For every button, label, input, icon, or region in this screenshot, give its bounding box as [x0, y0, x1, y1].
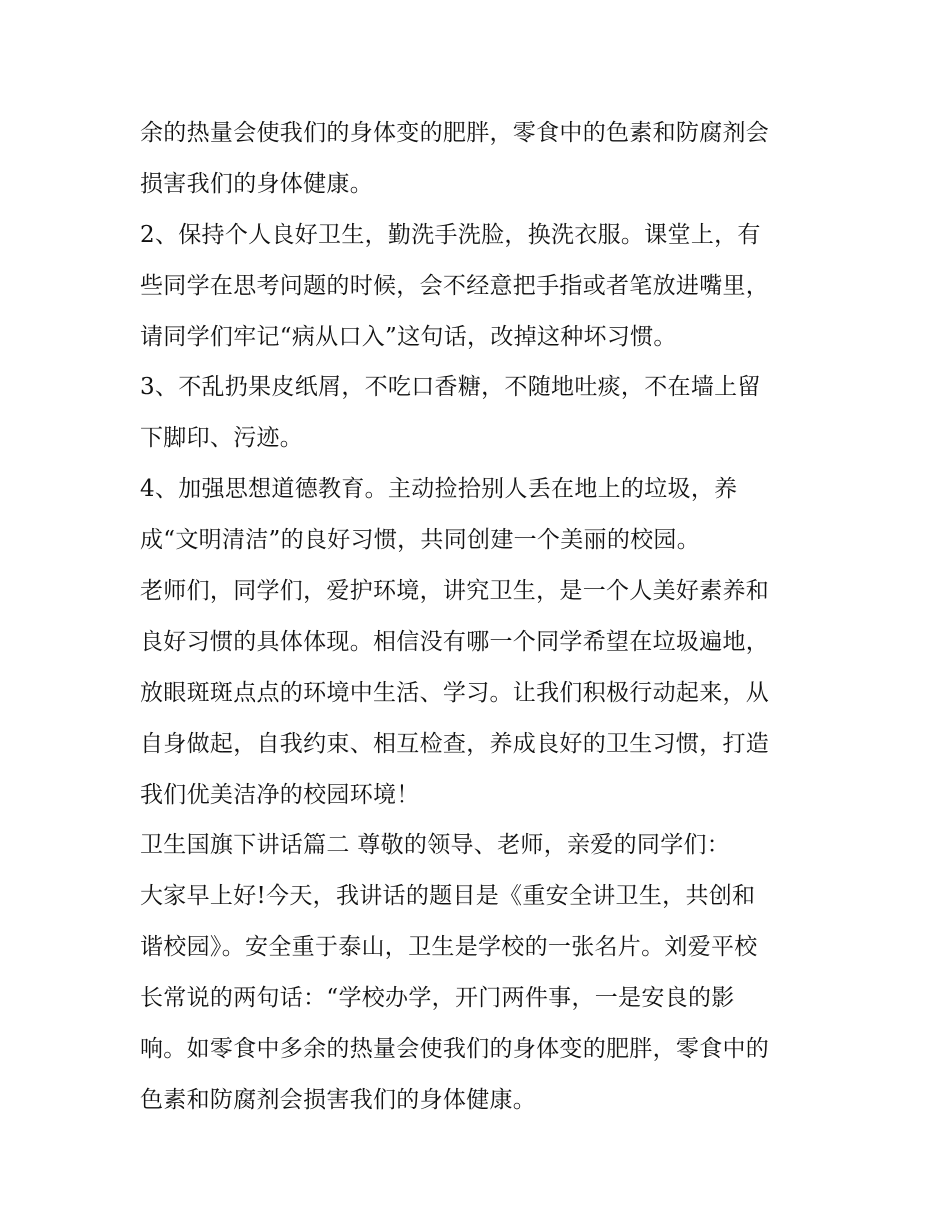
- text-line: 3、不乱扔果皮纸屑，不吃口香糖，不随地吐痰，不在墙上留: [140, 374, 761, 401]
- text-line: 些同学在思考问题的时候，会不经意把手指或者笔放进嘴里，: [140, 272, 770, 299]
- text-line: 放眼斑斑点点的环境中生活、学习。让我们积极行动起来，从: [140, 679, 770, 706]
- text-line: 谐校园》。安全重于泰山，卫生是学校的一张名片。刘爱平校: [140, 934, 758, 961]
- text-line: 损害我们的身体健康。: [140, 170, 373, 197]
- text-line: 我们优美洁净的校园环境！: [140, 781, 420, 808]
- text-line: 下脚印、污迹。: [140, 425, 304, 452]
- text-line: 请同学们牢记“病从口入”这句话，改掉这种坏习惯。: [140, 323, 677, 350]
- text-line: 2、保持个人良好卫生，勤洗手洗脸，换洗衣服。课堂上，有: [140, 221, 761, 248]
- text-line: 卫生国旗下讲话篇二 尊敬的领导、老师，亲爱的同学们：: [140, 832, 731, 859]
- text-line: 长常说的两句话：“学校办学，开门两件事，一是安良的影: [140, 985, 735, 1012]
- text-line: 4、加强思想道德教育。主动捡拾别人丢在地上的垃圾，养: [140, 476, 738, 503]
- text-line: 自身做起，自我约束、相互检查，养成良好的卫生习惯，打造: [140, 730, 770, 757]
- text-line: 余的热量会使我们的身体变的肥胖，零食中的色素和防腐剂会: [140, 120, 770, 146]
- text-line: 良好习惯的具体体现。相信没有哪一个同学希望在垃圾遍地，: [140, 628, 770, 655]
- text-line: 成“文明清洁”的良好习惯，共同创建一个美丽的校园。: [140, 527, 701, 554]
- body-text: [140, 108, 830, 1126]
- text-line: 老师们，同学们，爱护环境，讲究卫生，是一个人美好素养和: [140, 578, 770, 605]
- text-line: 色素和防腐剂会损害我们的身体健康。: [140, 1086, 537, 1113]
- text-line: 大家早上好!今天，我讲话的题目是《重安全讲卫生，共创和: [140, 883, 756, 910]
- text-line: 响。如零食中多余的热量会使我们的身体变的肥胖，零食中的: [140, 1036, 770, 1063]
